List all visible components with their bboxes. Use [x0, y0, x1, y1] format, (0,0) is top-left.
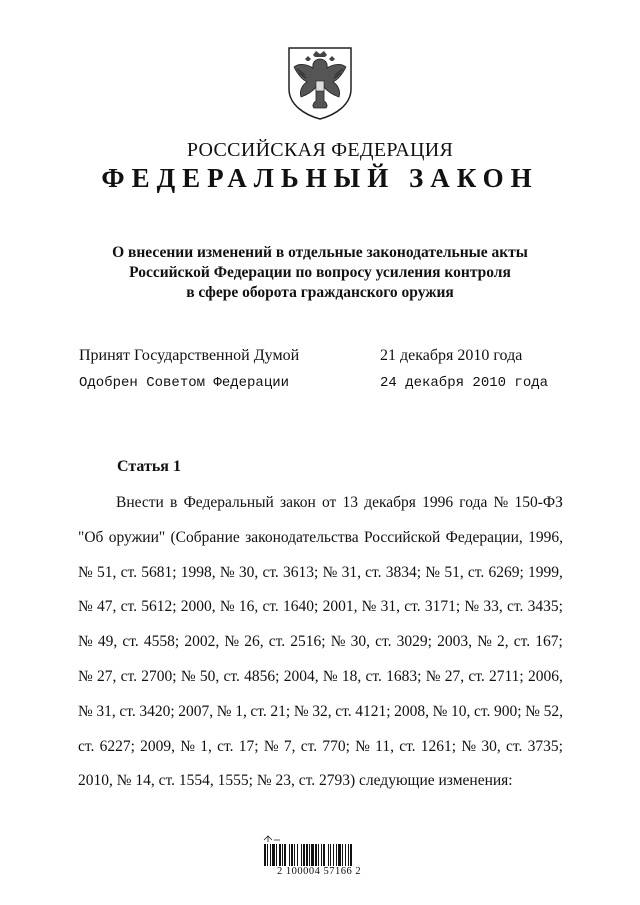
article-word: 31, [341, 563, 361, 581]
article-word: Российской [363, 528, 441, 546]
article-line [78, 590, 563, 625]
article-word: 2001, [322, 598, 358, 616]
article-word: ст. [300, 737, 318, 755]
article-word: ст. [404, 598, 421, 616]
article-word: № [180, 737, 196, 755]
barcode-bar [294, 844, 295, 866]
article-word: № [432, 702, 448, 720]
article-word: 2516; [290, 633, 326, 651]
article-word: 47, [97, 598, 117, 616]
article-word: 2, [497, 633, 509, 651]
article-word: 52, [543, 702, 563, 720]
article-word: "Об [78, 528, 104, 546]
article-word: 5681; [141, 563, 177, 581]
article-word: № [78, 633, 93, 651]
barcode-bar [276, 844, 277, 866]
article-word: 18, [341, 667, 362, 685]
article-word: ст. [217, 737, 234, 755]
article-word: Федеральный [183, 494, 274, 511]
barcode-bar [303, 844, 305, 866]
article-word: 167; [535, 633, 563, 651]
article-word: 1640; [283, 598, 319, 616]
article-word: 2007, [178, 702, 214, 720]
article-word: 3029; [396, 633, 432, 651]
article-line [78, 695, 563, 730]
document-type: ФЕДЕРАЛЬНЫЙ ЗАКОН [101, 163, 539, 193]
article-word: № [322, 667, 338, 685]
article-word: Внести [116, 494, 164, 511]
barcode-bar [328, 844, 329, 866]
article-word: 3171; [424, 598, 461, 616]
article-word: в [170, 494, 178, 511]
article-word: ст. [120, 563, 137, 581]
article-word: 13 [342, 494, 359, 511]
article-word: ст. [120, 667, 138, 685]
article-word: 31, [96, 702, 116, 720]
barcode-bar [309, 844, 310, 866]
article-word: ст. [399, 737, 416, 755]
council-approval-label: Одобрен Советом Федерации [79, 375, 290, 391]
article-word: 2008, [394, 702, 429, 720]
article-word: 770; [322, 737, 350, 755]
article-word: № [78, 598, 93, 616]
article-word: № [477, 633, 492, 651]
article-word: 10, [451, 702, 471, 720]
article-line [78, 486, 563, 521]
article-word: 4558; [143, 633, 180, 651]
barcode-bar [284, 844, 286, 866]
article-word: 32, [312, 702, 332, 720]
article-word: № [180, 667, 196, 685]
duma-adoption-date: 21 декабря 2010 года [380, 347, 523, 364]
barcode-icon [258, 830, 378, 890]
barcode-bar [330, 844, 331, 866]
law-title-line: Российской Федерации по вопросу усиления контроля [129, 264, 511, 281]
article-word: № [425, 667, 441, 685]
article-word: ст. [467, 563, 485, 581]
article-word: ст. [119, 702, 136, 720]
article-word: 3613; [283, 563, 319, 581]
article-word: 1996 [422, 494, 454, 511]
country-name: РОССИЙСКАЯ ФЕДЕРАЦИЯ [186, 139, 454, 161]
article-word: 2003, [437, 633, 472, 651]
article-word: 4121; [355, 702, 391, 720]
article-word: № [461, 737, 477, 755]
article-word: 6269; [488, 563, 524, 581]
article-word: ст. [513, 633, 531, 651]
barcode-bar [338, 844, 341, 866]
article-word: ст. [474, 702, 491, 720]
article-word: 2700; [141, 667, 177, 685]
article-word: ст. [507, 598, 524, 616]
article-word: 3735; [527, 737, 563, 755]
article-word: 49, [97, 633, 118, 651]
article-word: ст. [375, 633, 392, 651]
article-word: оружии" [108, 528, 166, 546]
article-word: 21; [270, 702, 291, 720]
article-word: № [219, 563, 235, 581]
article-word: ст. [365, 667, 382, 685]
article-word: № [263, 737, 279, 755]
barcode-bar [306, 844, 308, 866]
article-word: 30, [238, 563, 259, 581]
article-word: № [425, 563, 441, 581]
article-word: ст. [262, 598, 279, 616]
article-word: 6227; [99, 737, 135, 755]
law-title [60, 243, 580, 303]
article-word: 900; [493, 702, 522, 720]
article-word: 17; [238, 737, 259, 755]
barcode-bar [291, 844, 293, 866]
article-word: 1999, [528, 563, 563, 581]
article-word: ст. [78, 737, 95, 755]
article-line [78, 625, 563, 660]
article-word: ст. [505, 737, 523, 755]
article-word: 27, [444, 667, 465, 685]
article-line [78, 556, 563, 591]
article-word: № [293, 702, 309, 720]
article-word: № [322, 563, 338, 581]
article-word: 2000, [180, 598, 216, 616]
article-heading: Статья 1 [117, 458, 181, 475]
article-word: № [355, 737, 370, 755]
barcode-bar [297, 844, 298, 866]
coat-of-arms-icon [285, 45, 355, 121]
article-word: 2711; [489, 667, 524, 685]
article-word: ст. [250, 702, 267, 720]
barcode-bar [315, 844, 317, 866]
article-word: 2004, [283, 667, 319, 685]
barcode-bar [311, 844, 314, 866]
article-word: 3420; [139, 702, 175, 720]
article-word: № [525, 702, 540, 720]
article-word: 3435; [527, 598, 563, 616]
barcode-bar [301, 844, 302, 866]
article-word: № [361, 598, 377, 616]
barcode-bar [333, 844, 334, 866]
article-word: 150-ФЗ [514, 494, 563, 511]
article-word: № [493, 494, 509, 511]
article-word: 51, [97, 563, 117, 581]
barcode-bar [350, 844, 352, 866]
article-word: законодательства [245, 528, 359, 546]
barcode-bar [336, 844, 337, 866]
article-word: № [78, 702, 93, 720]
article-word: № [216, 702, 232, 720]
article-word: 5612; [141, 598, 177, 616]
article-word: года [459, 494, 488, 511]
article-line [78, 730, 563, 765]
barcode-bar [342, 844, 343, 866]
barcode-bar [323, 844, 325, 866]
duma-adoption-label: Принят Государственной Думой [79, 347, 300, 364]
barcode-bar [321, 844, 322, 866]
article-word: ст. [365, 563, 382, 581]
article-word: 1998, [180, 563, 216, 581]
barcode-bar [272, 844, 275, 866]
article-word: 2009, [140, 737, 176, 755]
barcode-bar [279, 844, 281, 866]
barcode-bar [264, 844, 266, 866]
article-word: 11, [375, 737, 394, 755]
barcode-bar [267, 844, 268, 866]
article-word: Федерации, [445, 528, 523, 546]
article-word: (Собрание [170, 528, 240, 546]
article-word: 50, [199, 667, 220, 685]
council-approval-date: 24 декабря 2010 года [380, 375, 549, 391]
article-word: 16, [238, 598, 259, 616]
article-word: ст. [122, 633, 139, 651]
article-word: от [322, 494, 337, 511]
article-word: 51, [444, 563, 464, 581]
barcode-bar [318, 844, 319, 866]
barcode-bar [282, 844, 283, 866]
article-word: 31, [380, 598, 401, 616]
barcode-bar [345, 844, 346, 866]
article-word: ст. [262, 563, 279, 581]
article-word: № [78, 667, 93, 685]
article-word: 7, [283, 737, 296, 755]
article-word: № [224, 633, 240, 651]
article-word: 4856; [244, 667, 280, 685]
barcode-bar [270, 844, 271, 866]
article-word: ст. [335, 702, 352, 720]
article-word: ст. [268, 633, 286, 651]
article-word: ст. [120, 598, 137, 616]
article-word: 1, [235, 702, 247, 720]
article-word: 3834; [385, 563, 422, 581]
article-word: 1, [200, 737, 212, 755]
barcode-bar [348, 844, 349, 866]
article-word: № [78, 563, 93, 581]
article-word: 30, [481, 737, 501, 755]
article-word: № [330, 633, 346, 651]
article-word: 1996, [528, 528, 563, 546]
article-word: ст. [223, 667, 240, 685]
article-word: 33, [483, 598, 503, 616]
article-word: 26, [244, 633, 264, 651]
article-word: декабря [364, 494, 416, 511]
barcode-number: 2 100004 57166 2 [276, 866, 362, 877]
article-word: 1261; [420, 737, 457, 755]
law-title-line: в сфере оборота гражданского оружия [186, 284, 454, 301]
article-line: 2010, № 14, ст. 1554, 1555; № 23, ст. 2793) следующие изменения: [78, 772, 513, 790]
article-body [78, 486, 563, 799]
article-word: 30, [350, 633, 371, 651]
article-word: № [464, 598, 480, 616]
article-line [78, 660, 563, 695]
law-title-line: О внесении изменений в отдельные законодательные акты [112, 244, 528, 261]
article-line [78, 521, 563, 556]
article-word: ст. [468, 667, 485, 685]
article-word: № [219, 598, 235, 616]
barcode-bar [289, 844, 290, 866]
article-word: закон [280, 494, 316, 511]
article-word: 2006, [527, 667, 563, 685]
article-word: 1683; [386, 667, 422, 685]
article-word: 27, [97, 667, 117, 685]
article-word: 2002, [184, 633, 220, 651]
